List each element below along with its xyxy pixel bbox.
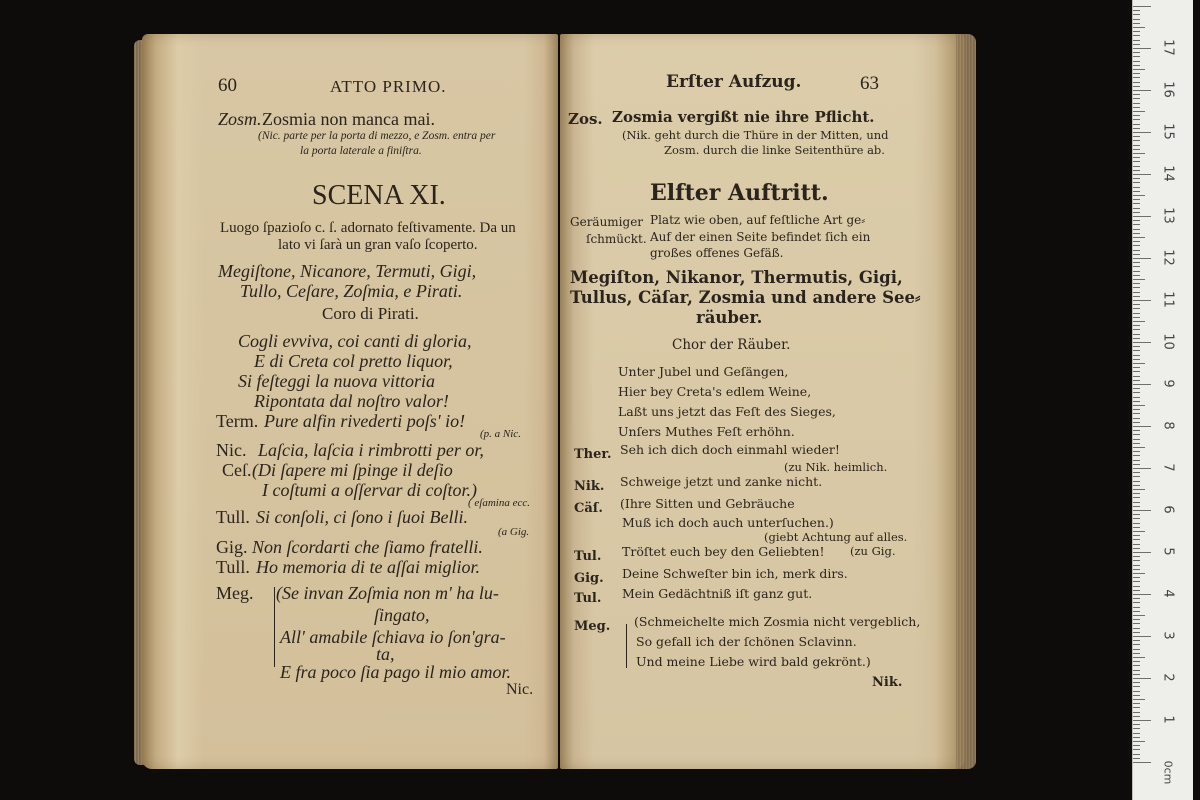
ruler-tick bbox=[1133, 296, 1140, 297]
speaker-label: Nik. bbox=[574, 479, 605, 494]
ruler-tick bbox=[1133, 552, 1151, 553]
speaker-label: Tul. bbox=[574, 549, 602, 564]
speaker-label: Nic. bbox=[216, 440, 247, 460]
dialogue-line: Pure alfin rivederti poſs' io! bbox=[264, 411, 466, 431]
ruler-tick bbox=[1133, 86, 1140, 87]
ruler-tick bbox=[1133, 434, 1140, 435]
ruler-tick bbox=[1133, 61, 1140, 62]
ruler-tick bbox=[1133, 632, 1140, 633]
ruler-tick bbox=[1133, 468, 1151, 469]
ruler-tick bbox=[1133, 23, 1140, 24]
ruler-tick bbox=[1133, 376, 1140, 377]
stage-direction: (Nik. geht durch die Thüre in der Mitten, und bbox=[622, 128, 889, 142]
ruler-tick bbox=[1133, 439, 1140, 440]
ruler-tick bbox=[1133, 48, 1151, 49]
setting-text: großes offenes Gefäß. bbox=[650, 246, 784, 260]
ruler-tick bbox=[1133, 313, 1140, 314]
ruler-tick bbox=[1133, 628, 1140, 629]
running-head: Erſter Aufzug. bbox=[666, 72, 802, 92]
ruler-tick bbox=[1133, 56, 1140, 57]
ruler-tick bbox=[1133, 577, 1140, 578]
ruler-tick bbox=[1133, 678, 1151, 679]
characters-list: Tullo, Ceſare, Zoſmia, e Pirati. bbox=[240, 281, 463, 301]
speaker-label: Zosm. bbox=[218, 109, 262, 129]
ruler-tick bbox=[1133, 682, 1140, 683]
ruler-number: 1 bbox=[1160, 715, 1176, 724]
ruler-tick bbox=[1133, 182, 1140, 183]
dialogue-line: (Ihre Sitten und Gebräuche bbox=[620, 496, 795, 511]
ruler-number: 14 bbox=[1160, 165, 1176, 182]
open-book bbox=[140, 28, 978, 773]
ruler-tick bbox=[1133, 510, 1151, 511]
ruler-tick bbox=[1133, 371, 1140, 372]
ruler-tick bbox=[1133, 292, 1140, 293]
ruler-number: 17 bbox=[1160, 39, 1176, 56]
verse-bracket bbox=[626, 624, 627, 668]
right-page bbox=[560, 34, 965, 769]
speaker-label: Gig. bbox=[574, 571, 604, 586]
speaker-label: Ther. bbox=[574, 447, 612, 462]
ruler-tick bbox=[1133, 208, 1140, 209]
ruler-tick bbox=[1133, 250, 1140, 251]
ruler-tick bbox=[1133, 447, 1145, 448]
ruler-tick bbox=[1133, 279, 1145, 280]
ruler-tick bbox=[1133, 695, 1140, 696]
ruler-tick bbox=[1133, 598, 1140, 599]
ruler-tick bbox=[1133, 724, 1140, 725]
dialogue-line: Laſcia, laſcia i rimbrotti per or, bbox=[258, 440, 484, 460]
ruler-tick bbox=[1133, 69, 1145, 70]
ruler-tick bbox=[1133, 300, 1151, 301]
setting-text: Platz wie oben, auf feſtliche Art ge⸗ bbox=[650, 213, 866, 227]
ruler-tick bbox=[1133, 741, 1145, 742]
ruler-tick bbox=[1133, 716, 1140, 717]
ruler-tick bbox=[1133, 174, 1151, 175]
verse-line: All' amabile ſchiava io ſon'gra- bbox=[280, 627, 506, 647]
ruler-tick bbox=[1133, 413, 1140, 414]
ruler-tick bbox=[1133, 409, 1140, 410]
ruler-number: 3 bbox=[1160, 631, 1176, 640]
ruler-tick bbox=[1133, 82, 1140, 83]
ruler-tick bbox=[1133, 308, 1140, 309]
verse-line: Hier bey Creta's edlem Weine, bbox=[618, 384, 812, 399]
setting-label: ſchmückt. bbox=[586, 232, 647, 246]
ruler-tick bbox=[1133, 191, 1140, 192]
verse-line: Si feſteggi la nuova vittoria bbox=[238, 371, 435, 391]
ruler-tick bbox=[1133, 703, 1140, 704]
stage-direction: (giebt Achtung auf alles. bbox=[764, 530, 908, 544]
ruler-tick bbox=[1133, 40, 1140, 41]
ruler-tick bbox=[1133, 304, 1140, 305]
ruler-tick bbox=[1133, 548, 1140, 549]
book-fore-edge bbox=[956, 34, 976, 769]
ruler-tick bbox=[1133, 170, 1140, 171]
ruler-tick bbox=[1133, 745, 1140, 746]
ruler-tick bbox=[1133, 544, 1140, 545]
ruler-tick bbox=[1133, 464, 1140, 465]
ruler-tick bbox=[1133, 489, 1145, 490]
verse-line: (Schmeichelte mich Zosmia nicht vergeblich, bbox=[634, 614, 921, 629]
ruler-tick bbox=[1133, 527, 1140, 528]
dialogue-line: Ho memoria di te aſſai miglior. bbox=[256, 557, 480, 577]
dialogue-line: Tröſtet euch bey den Geliebten! bbox=[622, 544, 825, 559]
stage-direction: (Nic. parte per la porta di mezzo, e Zosm. entra per bbox=[258, 130, 496, 142]
ruler-number: 2 bbox=[1160, 673, 1176, 682]
ruler-number: 12 bbox=[1160, 249, 1176, 266]
dialogue-line: (Di ſapere mi ſpinge il deſio bbox=[252, 460, 453, 480]
ruler-tick bbox=[1133, 586, 1140, 587]
verse-line: E di Creta col pretto liquor, bbox=[254, 351, 453, 371]
ruler-tick bbox=[1133, 115, 1140, 116]
ruler-tick bbox=[1133, 749, 1140, 750]
ruler-tick bbox=[1133, 254, 1140, 255]
ruler-tick bbox=[1133, 430, 1140, 431]
ruler-tick bbox=[1133, 262, 1140, 263]
dialogue-line: Deine Schweſter bin ich, merk dirs. bbox=[622, 566, 848, 581]
ruler-tick bbox=[1133, 573, 1145, 574]
ruler-tick bbox=[1133, 90, 1151, 91]
ruler-tick bbox=[1133, 485, 1140, 486]
ruler-tick bbox=[1133, 128, 1140, 129]
ruler-tick bbox=[1133, 397, 1140, 398]
stage-direction: la porta laterale a finiſtra. bbox=[300, 145, 422, 157]
ruler-tick bbox=[1133, 149, 1140, 150]
characters-list: Megiſton, Nikanor, Thermutis, Gigi, bbox=[570, 268, 903, 287]
ruler-tick bbox=[1133, 640, 1140, 641]
speaker-label: Zos. bbox=[568, 110, 603, 128]
ruler-tick bbox=[1133, 514, 1140, 515]
stage-direction: (p. a Nic. bbox=[480, 428, 521, 440]
speaker-label: Tull. bbox=[216, 507, 250, 527]
ruler-tick bbox=[1133, 52, 1140, 53]
ruler-tick bbox=[1133, 590, 1140, 591]
ruler-tick bbox=[1133, 518, 1140, 519]
dialogue-line: Zosmia non manca mai. bbox=[262, 109, 435, 129]
ruler-tick bbox=[1133, 241, 1140, 242]
chorus-heading: Chor der Räuber. bbox=[672, 337, 791, 353]
ruler-tick bbox=[1133, 535, 1140, 536]
ruler-tick bbox=[1133, 275, 1140, 276]
ruler-tick bbox=[1133, 10, 1140, 11]
ruler-tick bbox=[1133, 451, 1140, 452]
ruler-tick bbox=[1133, 728, 1140, 729]
ruler-tick bbox=[1133, 136, 1140, 137]
ruler-tick bbox=[1133, 670, 1140, 671]
verse-line: Laßt uns jetzt das Feſt des Sieges, bbox=[618, 404, 836, 419]
ruler-tick bbox=[1133, 283, 1140, 284]
ruler-tick bbox=[1133, 619, 1140, 620]
ruler-tick bbox=[1133, 245, 1140, 246]
ruler-tick bbox=[1133, 380, 1140, 381]
stage-direction: (zu Gig. bbox=[850, 544, 896, 558]
ruler-tick bbox=[1133, 455, 1140, 456]
ruler-number: 9 bbox=[1160, 379, 1176, 388]
ruler-tick bbox=[1133, 661, 1140, 662]
stage-direction: ( eſamina ecc. bbox=[468, 497, 530, 509]
ruler-tick bbox=[1133, 560, 1140, 561]
ruler-tick bbox=[1133, 145, 1140, 146]
ruler-tick bbox=[1133, 329, 1140, 330]
ruler-tick bbox=[1133, 636, 1151, 637]
ruler-tick bbox=[1133, 119, 1140, 120]
ruler-tick bbox=[1133, 556, 1140, 557]
verse-line: Unter Jubel und Geſängen, bbox=[618, 364, 789, 379]
catchword: Nic. bbox=[506, 681, 534, 698]
ruler-tick bbox=[1133, 607, 1140, 608]
ruler-tick bbox=[1133, 338, 1140, 339]
setting-text: Auf der einen Seite befindet ſich ein bbox=[650, 230, 871, 244]
characters-list: Megiſtone, Nicanore, Termuti, Gigi, bbox=[218, 261, 477, 281]
speaker-label: Meg. bbox=[574, 619, 611, 634]
dialogue-line: Schweige jetzt und zanke nicht. bbox=[620, 474, 823, 489]
ruler-tick bbox=[1133, 350, 1140, 351]
ruler-tick bbox=[1133, 758, 1140, 759]
ruler-tick bbox=[1133, 107, 1140, 108]
ruler-tick bbox=[1133, 422, 1140, 423]
verse-line: E fra poco ſia pago il mio amor. bbox=[280, 662, 512, 682]
ruler-number: 5 bbox=[1160, 547, 1176, 556]
ruler-tick bbox=[1133, 346, 1140, 347]
verse-line: Unſers Muthes Feſt erhöhn. bbox=[618, 424, 795, 439]
ruler-tick bbox=[1133, 195, 1145, 196]
verse-line: ſingato, bbox=[374, 605, 430, 625]
ruler-tick bbox=[1133, 493, 1140, 494]
ruler-tick bbox=[1133, 73, 1140, 74]
ruler-tick bbox=[1133, 203, 1140, 204]
ruler-tick bbox=[1133, 426, 1151, 427]
speaker-label: Tul. bbox=[574, 591, 602, 606]
verse-line: Cogli evviva, coi canti di gloria, bbox=[238, 331, 472, 351]
setting-text: Luogo ſpazioſo c. ſ. adornato feſtivamente. Da un bbox=[220, 220, 516, 236]
ruler-tick bbox=[1133, 405, 1145, 406]
stage-direction: Zosm. durch die linke Seitenthüre ab. bbox=[664, 143, 885, 157]
ruler-tick bbox=[1133, 594, 1151, 595]
ruler-tick bbox=[1133, 497, 1140, 498]
ruler-tick bbox=[1133, 691, 1140, 692]
ruler-tick bbox=[1133, 615, 1145, 616]
ruler-tick bbox=[1133, 699, 1145, 700]
stage-direction: (zu Nik. heimlich. bbox=[784, 460, 888, 474]
stage-direction: (a Gig. bbox=[498, 526, 530, 538]
verse-line: ta, bbox=[376, 644, 395, 664]
speaker-label: Meg. bbox=[216, 583, 254, 603]
left-page bbox=[142, 34, 558, 769]
ruler-tick bbox=[1133, 342, 1151, 343]
ruler-tick bbox=[1133, 19, 1140, 20]
ruler-tick bbox=[1133, 539, 1140, 540]
dialogue-line: Muß ich doch auch unterſuchen.) bbox=[622, 515, 834, 530]
ruler-tick bbox=[1133, 187, 1140, 188]
speaker-label: Gig. bbox=[216, 537, 248, 557]
speaker-label: Cäſ. bbox=[574, 501, 603, 516]
ruler-tick bbox=[1133, 712, 1140, 713]
ruler-tick bbox=[1133, 355, 1140, 356]
characters-list: Tullus, Cäſar, Zosmia und andere See⸗ bbox=[570, 288, 921, 307]
dialogue-line: Zosmia vergißt nie ihre Pflicht. bbox=[612, 108, 875, 126]
ruler-tick bbox=[1133, 153, 1145, 154]
dialogue-line: Mein Gedächtniß iſt ganz gut. bbox=[622, 586, 813, 601]
ruler-tick bbox=[1133, 98, 1140, 99]
ruler-tick bbox=[1133, 140, 1140, 141]
page-number: 63 bbox=[860, 73, 879, 94]
scene-title: Elfter Auftritt. bbox=[650, 180, 829, 206]
ruler-tick bbox=[1133, 6, 1151, 7]
ruler-tick bbox=[1133, 443, 1140, 444]
ruler-tick bbox=[1133, 611, 1140, 612]
ruler-tick bbox=[1133, 111, 1145, 112]
ruler-number: 7 bbox=[1160, 463, 1176, 472]
ruler-tick bbox=[1133, 665, 1140, 666]
ruler-tick bbox=[1133, 359, 1140, 360]
ruler-tick bbox=[1133, 523, 1140, 524]
ruler-tick bbox=[1133, 657, 1145, 658]
ruler-tick bbox=[1133, 65, 1140, 66]
ruler-tick bbox=[1133, 237, 1145, 238]
ruler-tick bbox=[1133, 481, 1140, 482]
ruler-tick bbox=[1133, 367, 1140, 368]
ruler-number: 11 bbox=[1160, 291, 1176, 308]
ruler-number: 13 bbox=[1160, 207, 1176, 224]
ruler-tick bbox=[1133, 460, 1140, 461]
dialogue-line: Si conſoli, ci ſono i ſuoi Belli. bbox=[256, 507, 468, 527]
dialogue-line: Non ſcordarti che ſiamo fratelli. bbox=[252, 537, 483, 557]
ruler-tick bbox=[1133, 649, 1140, 650]
ruler-tick bbox=[1133, 476, 1140, 477]
ruler-tick bbox=[1133, 392, 1140, 393]
ruler-tick bbox=[1133, 644, 1140, 645]
ruler-tick bbox=[1133, 325, 1140, 326]
speaker-label: Term. bbox=[216, 411, 259, 431]
ruler-tick bbox=[1133, 565, 1140, 566]
ruler-tick bbox=[1133, 707, 1140, 708]
ruler-tick bbox=[1133, 569, 1140, 570]
ruler-tick bbox=[1133, 27, 1145, 28]
catchword: Nik. bbox=[872, 675, 903, 690]
ruler-tick bbox=[1133, 157, 1140, 158]
ruler-tick bbox=[1133, 229, 1140, 230]
ruler-tick bbox=[1133, 124, 1140, 125]
ruler-tick bbox=[1133, 287, 1140, 288]
ruler-tick bbox=[1133, 686, 1140, 687]
ruler-tick bbox=[1133, 166, 1140, 167]
ruler-tick bbox=[1133, 653, 1140, 654]
ruler-tick bbox=[1133, 334, 1140, 335]
speaker-label: Ceſ. bbox=[222, 460, 252, 480]
verse-line: So gefall ich der ſchönen Sclavinn. bbox=[636, 634, 857, 649]
ruler-tick bbox=[1133, 720, 1151, 721]
ruler-tick bbox=[1133, 317, 1140, 318]
ruler-tick bbox=[1133, 161, 1140, 162]
ruler-tick bbox=[1133, 506, 1140, 507]
ruler-tick bbox=[1133, 531, 1145, 532]
ruler-tick bbox=[1133, 388, 1140, 389]
ruler-unit-label: 0cm bbox=[1161, 760, 1175, 785]
ruler-tick bbox=[1133, 103, 1140, 104]
measuring-ruler bbox=[1132, 0, 1193, 800]
ruler-tick bbox=[1133, 674, 1140, 675]
ruler-number: 15 bbox=[1160, 123, 1176, 140]
ruler-number: 4 bbox=[1160, 589, 1176, 598]
ruler-tick bbox=[1133, 233, 1140, 234]
ruler-number: 8 bbox=[1160, 421, 1176, 430]
ruler-tick bbox=[1133, 401, 1140, 402]
ruler-tick bbox=[1133, 581, 1140, 582]
ruler-number: 10 bbox=[1160, 333, 1176, 350]
ruler-tick bbox=[1133, 44, 1140, 45]
verse-line: Ripontata dal noſtro valor! bbox=[254, 391, 449, 411]
ruler-tick bbox=[1133, 271, 1140, 272]
running-head: ATTO PRIMO. bbox=[330, 77, 447, 96]
page-number: 60 bbox=[218, 75, 237, 96]
ruler-tick bbox=[1133, 132, 1151, 133]
ruler-tick bbox=[1133, 472, 1140, 473]
ruler-tick bbox=[1133, 220, 1140, 221]
ruler-tick bbox=[1133, 321, 1145, 322]
ruler-tick bbox=[1133, 35, 1140, 36]
ruler-tick bbox=[1133, 212, 1140, 213]
setting-text: lato vi ſarà un gran vaſo ſcoperto. bbox=[278, 237, 478, 253]
dialogue-line: Seh ich dich doch einmahl wieder! bbox=[620, 442, 840, 457]
speaker-label: Tull. bbox=[216, 557, 250, 577]
ruler-number: 6 bbox=[1160, 505, 1176, 514]
ruler-tick bbox=[1133, 216, 1151, 217]
setting-label: Geräumiger bbox=[570, 215, 644, 229]
ruler-number: 16 bbox=[1160, 81, 1176, 98]
ruler-tick bbox=[1133, 266, 1140, 267]
chorus-heading: Coro di Pirati. bbox=[322, 304, 419, 323]
ruler-tick bbox=[1133, 77, 1140, 78]
ruler-tick bbox=[1133, 178, 1140, 179]
characters-list: räuber. bbox=[696, 308, 763, 327]
ruler-tick bbox=[1133, 363, 1145, 364]
ruler-tick bbox=[1133, 602, 1140, 603]
ruler-tick bbox=[1133, 384, 1151, 385]
ruler-tick bbox=[1133, 502, 1140, 503]
ruler-tick bbox=[1133, 31, 1140, 32]
verse-line: Und meine Liebe wird bald gekrönt.) bbox=[636, 654, 871, 669]
ruler-tick bbox=[1133, 14, 1140, 15]
scene-title: SCENA XI. bbox=[312, 180, 446, 211]
ruler-tick bbox=[1133, 733, 1140, 734]
ruler-tick bbox=[1133, 754, 1140, 755]
ruler-tick bbox=[1133, 224, 1140, 225]
ruler-tick bbox=[1133, 418, 1140, 419]
ruler-tick bbox=[1133, 199, 1140, 200]
ruler-tick bbox=[1133, 737, 1140, 738]
ruler-tick bbox=[1133, 623, 1140, 624]
verse-line: (Se invan Zoſmia non m' ha lu- bbox=[276, 583, 499, 603]
ruler-tick bbox=[1133, 762, 1151, 763]
ruler-tick bbox=[1133, 258, 1151, 259]
verse-bracket bbox=[274, 587, 275, 667]
ruler-tick bbox=[1133, 94, 1140, 95]
dialogue-line: I coſtumi a oſſervar di coſtor.) bbox=[262, 480, 477, 500]
